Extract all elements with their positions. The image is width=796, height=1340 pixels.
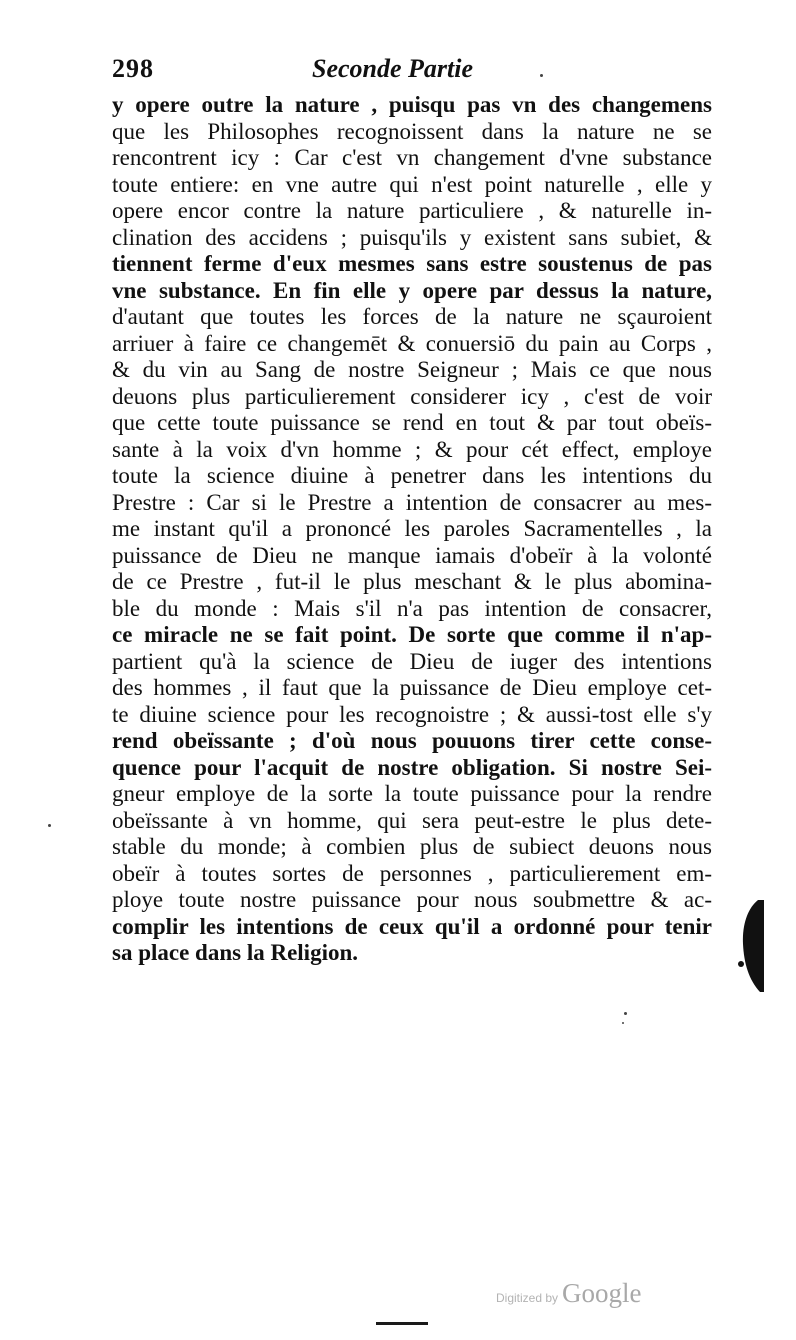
ink-speck	[48, 824, 51, 827]
text-line-20: ble du monde : Mais s'il n'a pas intention de consacrer,	[112, 595, 712, 621]
watermark-prefix: Digitized by	[496, 1291, 559, 1305]
text-line-13: que cette toute puissance se rend en tout & par tout obeïs-	[112, 410, 712, 435]
text-line-29: stable du monde; à combien plus de subiect deuons nous	[112, 834, 712, 859]
text-line-33: sa place dans la Religion.	[112, 940, 359, 965]
text-line-27: gneur employe de la sorte la toute puissance pour la rendre	[112, 781, 712, 806]
text-line-22: partient qu'à la science de Dieu de iuger des intentions	[112, 648, 712, 674]
text-line-30: obeïr à toutes sortes de personnes , particulierement em-	[112, 860, 712, 886]
text-line-4: toute entiere: en vne autre qui n'est point naturelle , elle y	[112, 171, 712, 197]
text-line-5: opere encor contre la nature particuliere , & naturelle in-	[112, 198, 712, 223]
page-header	[112, 52, 572, 88]
text-line-31: ploye toute nostre puissance pour nous soubmettre & ac-	[112, 887, 712, 912]
text-line-1: y opere outre la nature , puisqu pas vn des changemens	[112, 92, 712, 117]
text-line-26: quence pour l'acquit de nostre obligation. Si nostre Sei-	[112, 754, 712, 780]
page-number: 298	[112, 54, 154, 83]
text-line-6: clination des accidens ; puisqu'ils y existent sans subiet, &	[112, 224, 712, 250]
text-line-2: que les Philosophes recognoissent dans la nature ne se	[112, 118, 712, 144]
text-line-32: complir les intentions de ceux qu'il a ordonné pour tenir	[112, 913, 712, 939]
text-line-19: de ce Prestre , fut-il le plus meschant & le plus abomina-	[112, 569, 712, 594]
text-line-14: sante à la voix d'vn homme ; & pour cét effect, employe	[112, 436, 712, 462]
text-line-23: des hommes , il faut que la puissance de Dieu employe cet-	[112, 675, 712, 700]
text-line-15: toute la science diuine à penetrer dans les intentions du	[112, 463, 712, 488]
body-text	[112, 92, 712, 967]
text-line-25: rend obeïssante ; d'où nous pouuons tirer cette conse-	[112, 728, 712, 753]
text-line-8: vne substance. En fin elle y opere par dessus la nature,	[112, 277, 712, 303]
digitized-watermark	[496, 1278, 642, 1308]
text-line-10: arriuer à faire ce changemēt & conuersiō du pain au Corps ,	[112, 330, 712, 356]
bottom-rule	[376, 1322, 428, 1325]
text-line-28: obeïssante à vn homme, qui sera peut-estre le plus dete-	[112, 807, 712, 833]
text-line-16: Prestre : Car si le Prestre a intention de consacrer au mes-	[112, 489, 712, 515]
running-head: Seconde Partie	[312, 54, 474, 83]
text-line-24: te diuine science pour les recognoistre ; & aussi-tost elle s'y	[112, 701, 712, 727]
text-line-3: rencontrent icy : Car c'est vn changement d'vne substance	[112, 145, 712, 170]
text-line-11: & du vin au Sang de nostre Seigneur ; Mais ce que nous	[112, 357, 712, 382]
text-line-9: d'autant que toutes les forces de la nature ne sçauroient	[112, 304, 712, 329]
text-line-7: tiennent ferme d'eux mesmes sans estre soustenus de pas	[112, 251, 712, 276]
text-line-18: puissance de Dieu ne manque iamais d'obeïr à la volonté	[112, 542, 712, 568]
text-line-12: deuons plus particulierement considerer icy , c'est de voir	[112, 383, 712, 409]
ink-speck	[540, 74, 543, 77]
ink-speck	[624, 1012, 627, 1015]
google-logo: Google	[562, 1278, 642, 1308]
text-line-17: me instant qu'il a prononcé les paroles Sacramentelles , la	[112, 516, 712, 541]
text-line-21: ce miracle ne se fait point. De sorte que comme il n'ap-	[112, 622, 712, 647]
margin-ink-mark	[736, 898, 766, 994]
ink-speck	[622, 1022, 624, 1024]
